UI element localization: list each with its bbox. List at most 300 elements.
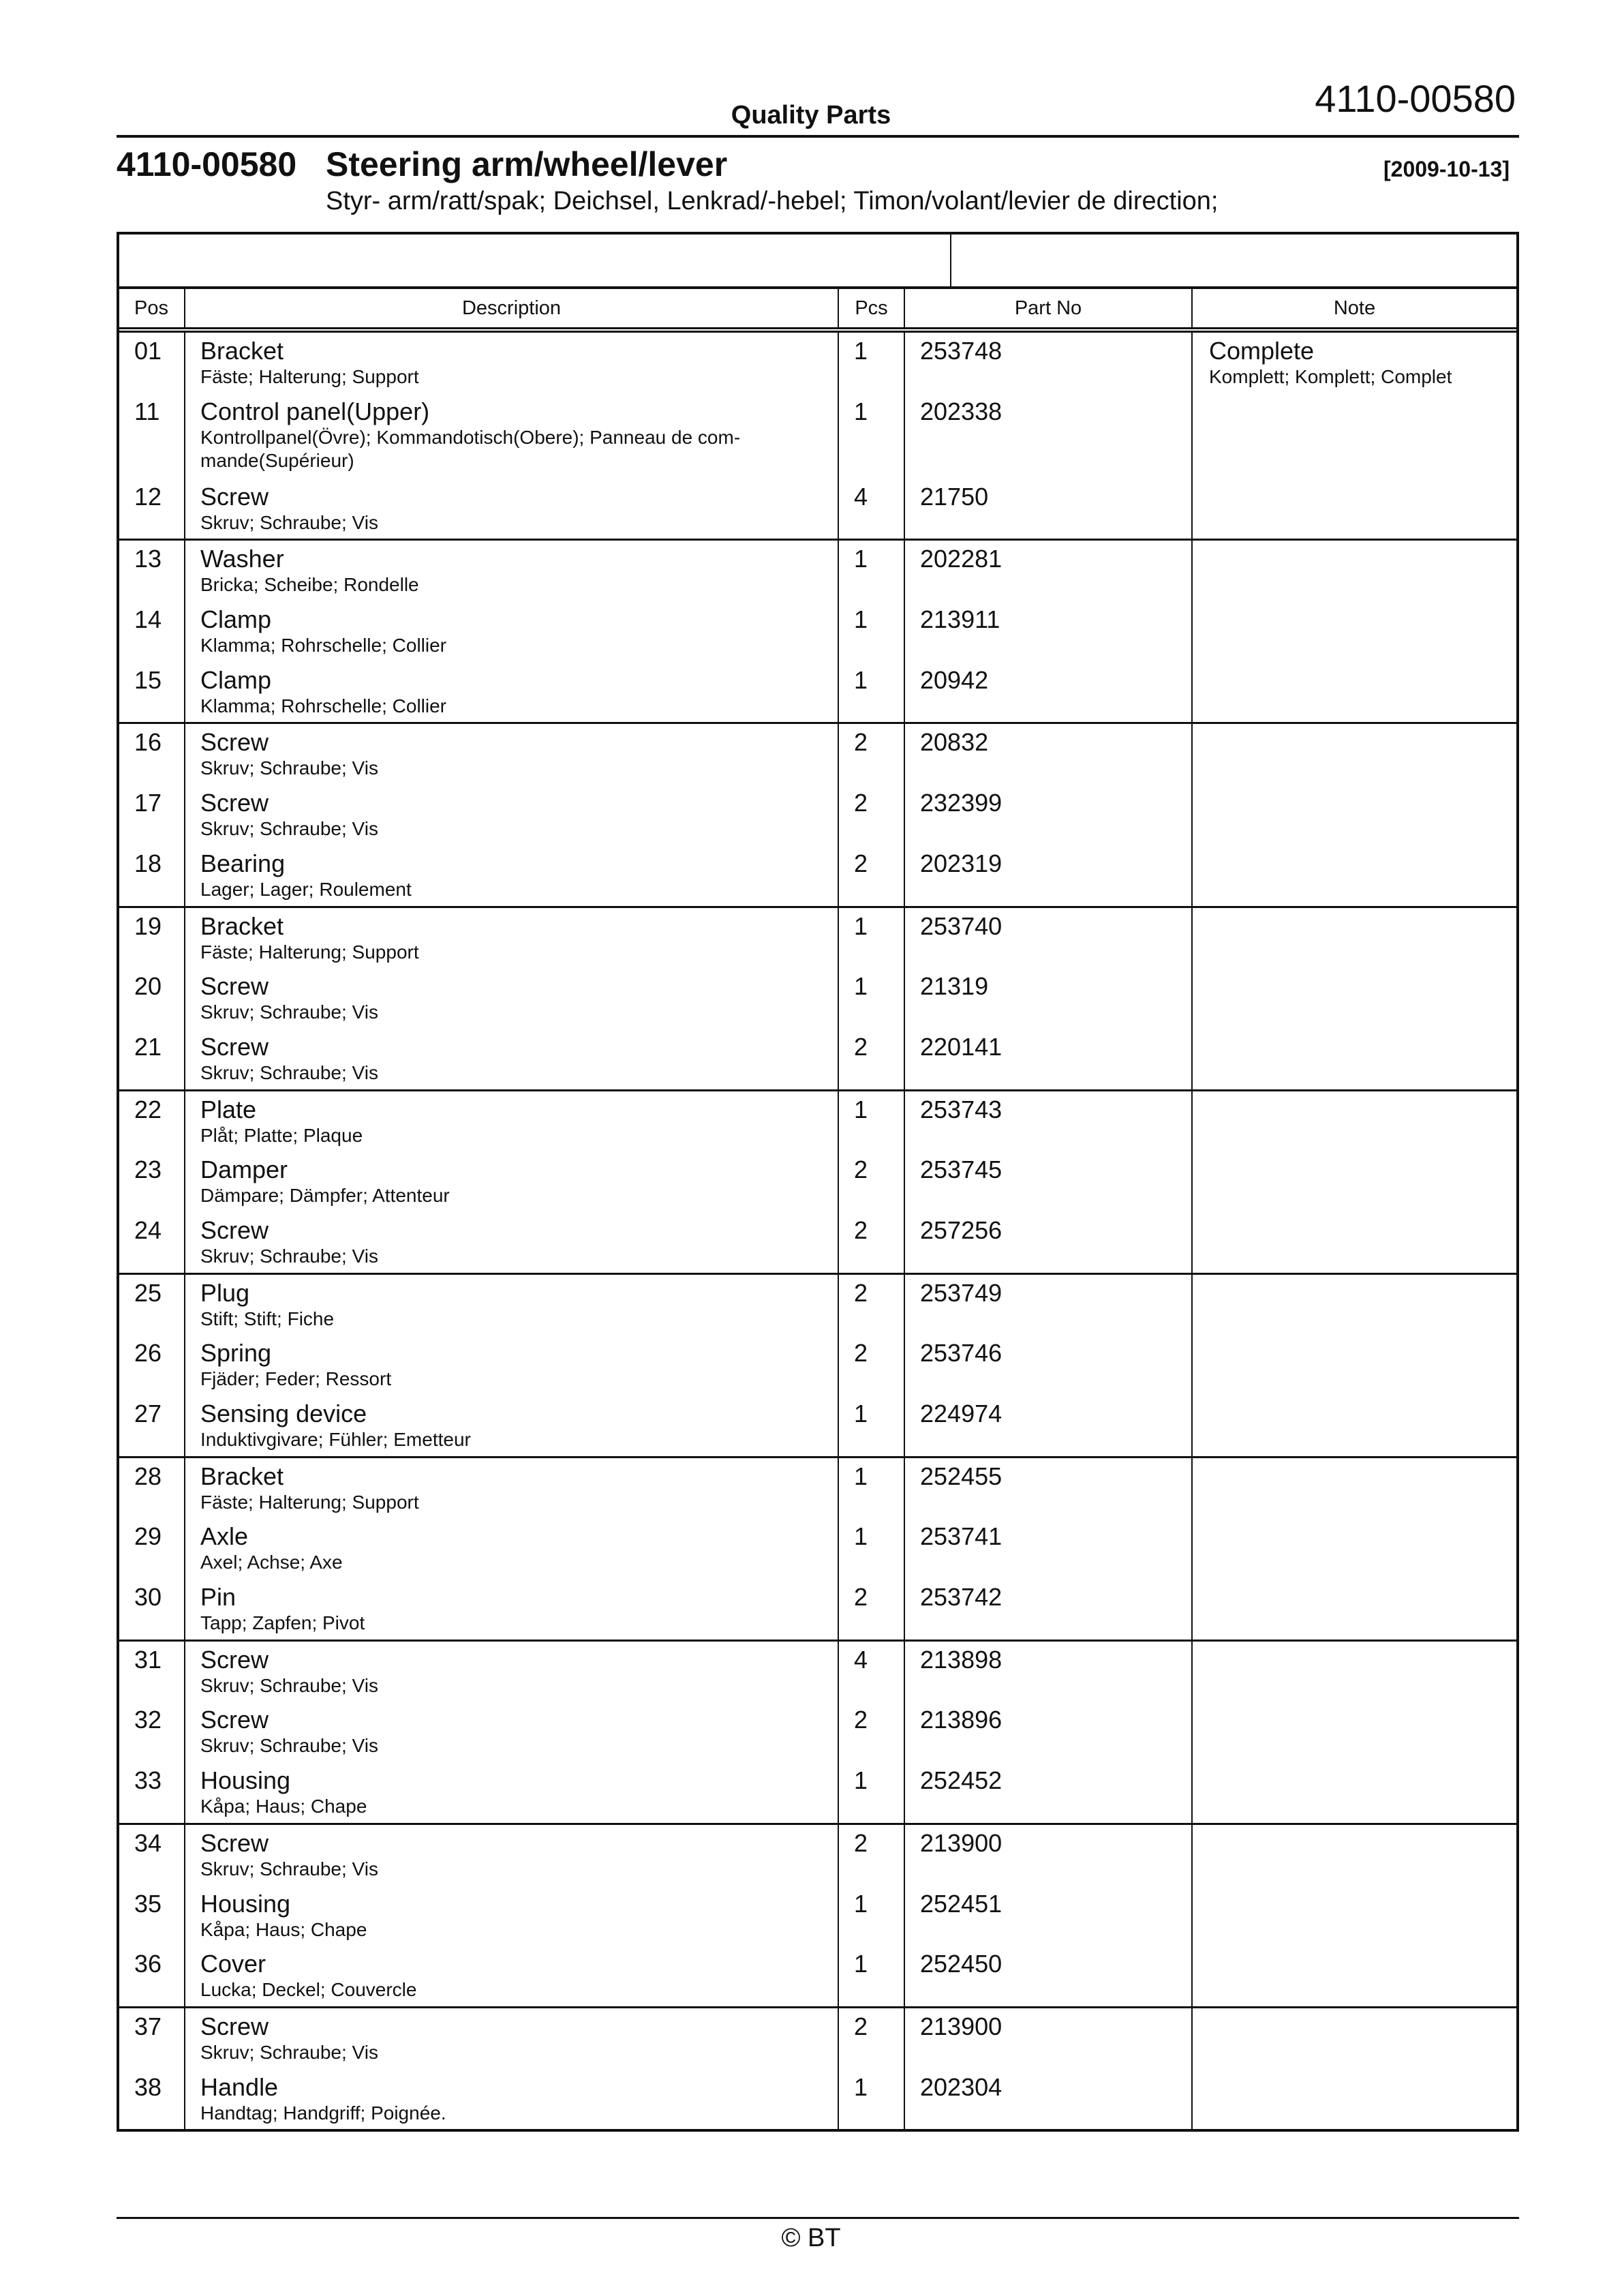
table-row-pos-cell bbox=[119, 1886, 184, 1946]
item-translation: Handtag; Handgriff; Poignée. bbox=[200, 2102, 446, 2124]
item-name: Screw bbox=[200, 1032, 269, 1061]
item-pos: 22 bbox=[134, 1095, 162, 1123]
table-row-part-no-cell bbox=[905, 1518, 1191, 1579]
table-row-desc-cell bbox=[185, 333, 838, 393]
column-pcs bbox=[839, 1825, 905, 2006]
item-name: Clamp bbox=[200, 605, 272, 634]
table-row-group bbox=[119, 724, 1516, 907]
item-part-no: 253742 bbox=[920, 1583, 1003, 1612]
item-pos: 36 bbox=[134, 1950, 162, 1978]
item-pcs: 2 bbox=[854, 1828, 868, 1857]
item-pos: 19 bbox=[134, 911, 162, 940]
page-title: Steering arm/wheel/lever bbox=[326, 145, 728, 183]
table-row-pos-cell bbox=[119, 333, 184, 393]
column-note bbox=[1193, 1458, 1516, 1640]
item-part-no: 253749 bbox=[920, 1278, 1003, 1307]
item-pos: 23 bbox=[134, 1155, 162, 1184]
item-pcs: 1 bbox=[854, 911, 868, 940]
item-part-no: 257256 bbox=[920, 1215, 1003, 1244]
table-row-note-cell bbox=[1193, 1212, 1516, 1273]
table-row-group bbox=[119, 1091, 1516, 1275]
table-row-pos-cell bbox=[119, 1151, 184, 1212]
column-desc bbox=[185, 333, 839, 539]
item-name: Bearing bbox=[200, 849, 286, 877]
table-row-desc-cell bbox=[185, 1762, 838, 1823]
item-pos: 34 bbox=[134, 1828, 162, 1857]
table-row-pos-cell bbox=[119, 1579, 184, 1640]
item-part-no: 213900 bbox=[920, 2012, 1003, 2040]
table-row-pos-cell bbox=[119, 1702, 184, 1762]
item-translation: Lager; Lager; Roulement bbox=[200, 878, 412, 900]
item-pos: 37 bbox=[134, 2012, 162, 2040]
column-part-no bbox=[905, 1458, 1193, 1640]
column-pcs bbox=[839, 2008, 905, 2129]
item-pcs: 1 bbox=[854, 972, 868, 1001]
column-desc bbox=[185, 724, 839, 905]
item-translation: Skruv; Schraube; Vis bbox=[200, 1674, 378, 1696]
item-pos: 30 bbox=[134, 1583, 162, 1612]
item-part-no: 202319 bbox=[920, 849, 1003, 877]
item-translation: Dämpare; Dämpfer; Attenteur bbox=[200, 1185, 450, 1207]
item-pcs: 1 bbox=[854, 1950, 868, 1978]
item-translation-cont: mande(Supérieur) bbox=[200, 449, 354, 471]
item-translation: Fjäder; Feder; Ressort bbox=[200, 1368, 392, 1390]
table-row-note-cell bbox=[1193, 1579, 1516, 1640]
item-part-no: 252452 bbox=[920, 1766, 1003, 1795]
column-pcs bbox=[839, 541, 905, 722]
column-note bbox=[1193, 333, 1516, 539]
item-pos: 32 bbox=[134, 1706, 162, 1734]
table-row-note-cell bbox=[1193, 968, 1516, 1029]
table-row-desc-cell bbox=[185, 541, 838, 601]
item-translation: Tapp; Zapfen; Pivot bbox=[200, 1612, 365, 1634]
table-row-desc-cell bbox=[185, 2008, 838, 2069]
item-part-no: 213898 bbox=[920, 1645, 1003, 1674]
table-row-desc-cell bbox=[185, 1395, 838, 1456]
item-pos: 01 bbox=[134, 337, 162, 365]
item-translation: Stift; Stift; Fiche bbox=[200, 1308, 335, 1329]
item-part-no: 253741 bbox=[920, 1522, 1003, 1551]
column-pos bbox=[119, 724, 185, 905]
column-note bbox=[1193, 541, 1516, 722]
item-name: Washer bbox=[200, 545, 284, 573]
column-part-no bbox=[905, 724, 1193, 905]
table-row-part-no-cell bbox=[905, 1458, 1191, 1519]
table-row-pcs-cell bbox=[839, 1458, 904, 1519]
table-row-desc-cell bbox=[185, 1825, 838, 1886]
item-translation: Lucka; Deckel; Couvercle bbox=[200, 1979, 417, 2001]
item-part-no: 253746 bbox=[920, 1339, 1003, 1368]
table-row-part-no-cell bbox=[905, 333, 1191, 393]
column-note bbox=[1193, 1091, 1516, 1273]
table-row-desc-cell bbox=[185, 1335, 838, 1395]
item-translation: Induktivgivare; Fühler; Emetteur bbox=[200, 1429, 471, 1450]
item-translation: Skruv; Schraube; Vis bbox=[200, 1735, 378, 1757]
item-pcs: 2 bbox=[854, 1155, 868, 1184]
table-row-pos-cell bbox=[119, 1762, 184, 1823]
column-note bbox=[1193, 2008, 1516, 2129]
table-row-part-no-cell bbox=[905, 1275, 1191, 1335]
item-name: Handle bbox=[200, 2072, 279, 2101]
item-translation: Kontrollpanel(Övre); Kommandotisch(Obere); Panneau de com- bbox=[200, 426, 741, 448]
item-translation: Bricka; Scheibe; Rondelle bbox=[200, 574, 419, 596]
table-row-pcs-cell bbox=[839, 541, 904, 601]
item-pcs: 2 bbox=[854, 1339, 868, 1368]
item-name: Housing bbox=[200, 1889, 291, 1918]
item-translation: Skruv; Schraube; Vis bbox=[200, 1061, 378, 1083]
footer-rule bbox=[117, 2217, 1519, 2219]
item-part-no: 252455 bbox=[920, 1462, 1003, 1490]
table-row-note-cell bbox=[1193, 2008, 1516, 2069]
table-row-note-cell bbox=[1193, 1335, 1516, 1395]
item-part-no: 224974 bbox=[920, 1400, 1003, 1428]
table-row-pos-cell bbox=[119, 2069, 184, 2130]
item-pcs: 2 bbox=[854, 2012, 868, 2040]
table-top-blank-row bbox=[119, 235, 1516, 289]
table-row-note-cell bbox=[1193, 541, 1516, 601]
table-row-note-cell bbox=[1193, 333, 1516, 393]
table-row-desc-cell bbox=[185, 1579, 838, 1640]
item-translation: Klamma; Rohrschelle; Collier bbox=[200, 695, 447, 716]
item-pcs: 1 bbox=[854, 605, 868, 634]
item-part-no: 220141 bbox=[920, 1032, 1003, 1061]
item-translation: Kåpa; Haus; Chape bbox=[200, 1918, 367, 1940]
col-header-description: Description bbox=[185, 289, 839, 327]
item-pos: 12 bbox=[134, 482, 162, 511]
item-pcs: 1 bbox=[854, 545, 868, 573]
column-part-no bbox=[905, 1091, 1193, 1273]
table-row-pcs-cell bbox=[839, 2008, 904, 2069]
item-pos: 21 bbox=[134, 1032, 162, 1061]
table-row-part-no-cell bbox=[905, 845, 1191, 906]
table-row-pos-cell bbox=[119, 1946, 184, 2006]
column-pcs bbox=[839, 724, 905, 905]
column-pos bbox=[119, 908, 185, 1089]
item-pcs: 1 bbox=[854, 337, 868, 365]
table-header-row bbox=[119, 289, 1516, 333]
table-row-pcs-cell bbox=[839, 1151, 904, 1212]
column-pcs bbox=[839, 333, 905, 539]
item-pcs: 2 bbox=[854, 728, 868, 757]
table-row-desc-cell bbox=[185, 601, 838, 662]
item-translation: Klamma; Rohrschelle; Collier bbox=[200, 635, 447, 656]
table-row-note-cell bbox=[1193, 1395, 1516, 1456]
item-name: Bracket bbox=[200, 911, 284, 940]
table-row-note-cell bbox=[1193, 2069, 1516, 2130]
table-row-pcs-cell bbox=[839, 1091, 904, 1152]
table-row-group bbox=[119, 333, 1516, 541]
table-row-desc-cell bbox=[185, 393, 838, 479]
item-note-translation: Komplett; Komplett; Complet bbox=[1209, 366, 1452, 387]
table-row-group bbox=[119, 1275, 1516, 1458]
table-row-note-cell bbox=[1193, 1029, 1516, 1089]
column-pcs bbox=[839, 908, 905, 1089]
column-note bbox=[1193, 1825, 1516, 2006]
item-name: Damper bbox=[200, 1155, 288, 1184]
table-row-pos-cell bbox=[119, 1029, 184, 1089]
item-pos: 17 bbox=[134, 789, 162, 817]
table-row-pos-cell bbox=[119, 1825, 184, 1886]
item-name: Screw bbox=[200, 2012, 269, 2040]
column-desc bbox=[185, 1825, 839, 2006]
item-part-no: 253743 bbox=[920, 1095, 1003, 1123]
table-row-part-no-cell bbox=[905, 2069, 1191, 2130]
table-row-pcs-cell bbox=[839, 1275, 904, 1335]
table-row-note-cell bbox=[1193, 479, 1516, 539]
table-row-group bbox=[119, 1458, 1516, 1642]
table-row-note-cell bbox=[1193, 785, 1516, 845]
item-pos: 38 bbox=[134, 2072, 162, 2101]
item-pcs: 1 bbox=[854, 665, 868, 694]
column-part-no bbox=[905, 541, 1193, 722]
table-row-desc-cell bbox=[185, 2069, 838, 2130]
item-translation: Fäste; Halterung; Support bbox=[200, 366, 419, 387]
column-pos bbox=[119, 1825, 185, 2006]
table-row-pcs-cell bbox=[839, 601, 904, 662]
table-row-part-no-cell bbox=[905, 2008, 1191, 2069]
item-translation: Plåt; Platte; Plaque bbox=[200, 1124, 363, 1146]
item-pos: 35 bbox=[134, 1889, 162, 1918]
column-note bbox=[1193, 724, 1516, 905]
column-part-no bbox=[905, 2008, 1193, 2129]
table-row-pcs-cell bbox=[839, 1579, 904, 1640]
table-row-note-cell bbox=[1193, 1458, 1516, 1519]
table-row-pos-cell bbox=[119, 724, 184, 785]
column-pos bbox=[119, 541, 185, 722]
column-pcs bbox=[839, 1275, 905, 1456]
item-part-no: 213900 bbox=[920, 1828, 1003, 1857]
table-row-part-no-cell bbox=[905, 1946, 1191, 2006]
table-row-part-no-cell bbox=[905, 662, 1191, 723]
item-name: Screw bbox=[200, 789, 269, 817]
item-translation: Skruv; Schraube; Vis bbox=[200, 1001, 378, 1023]
table-row-note-cell bbox=[1193, 393, 1516, 479]
table-row-pos-cell bbox=[119, 393, 184, 479]
item-part-no: 21319 bbox=[920, 972, 989, 1001]
item-translation: Skruv; Schraube; Vis bbox=[200, 511, 378, 533]
item-pos: 14 bbox=[134, 605, 162, 634]
item-pcs: 1 bbox=[854, 2072, 868, 2101]
item-pos: 26 bbox=[134, 1339, 162, 1368]
table-row-desc-cell bbox=[185, 662, 838, 723]
table-row-note-cell bbox=[1193, 662, 1516, 723]
table-row-pcs-cell bbox=[839, 393, 904, 479]
table-row-note-cell bbox=[1193, 1762, 1516, 1823]
table-row-group bbox=[119, 1825, 1516, 2008]
table-row-part-no-cell bbox=[905, 1212, 1191, 1273]
item-part-no: 20942 bbox=[920, 665, 989, 694]
column-pos bbox=[119, 333, 185, 539]
table-row-part-no-cell bbox=[905, 479, 1191, 539]
item-pcs: 4 bbox=[854, 1645, 868, 1674]
column-part-no bbox=[905, 1275, 1193, 1456]
column-pos bbox=[119, 1642, 185, 1823]
table-row-part-no-cell bbox=[905, 1029, 1191, 1089]
item-pcs: 1 bbox=[854, 1400, 868, 1428]
item-name: Bracket bbox=[200, 1462, 284, 1490]
table-row-pos-cell bbox=[119, 662, 184, 723]
col-header-pcs: Pcs bbox=[839, 289, 905, 327]
table-row-desc-cell bbox=[185, 1518, 838, 1579]
column-part-no bbox=[905, 908, 1193, 1089]
table-row-desc-cell bbox=[185, 1212, 838, 1273]
table-row-pos-cell bbox=[119, 908, 184, 969]
item-name: Housing bbox=[200, 1766, 291, 1795]
table-row-pos-cell bbox=[119, 1091, 184, 1152]
table-row-desc-cell bbox=[185, 968, 838, 1029]
column-pcs bbox=[839, 1642, 905, 1823]
column-desc bbox=[185, 1458, 839, 1640]
table-row-group bbox=[119, 541, 1516, 724]
column-desc bbox=[185, 908, 839, 1089]
table-row-part-no-cell bbox=[905, 724, 1191, 785]
table-row-pcs-cell bbox=[839, 2069, 904, 2130]
table-row-pcs-cell bbox=[839, 1518, 904, 1579]
item-pcs: 4 bbox=[854, 482, 868, 511]
table-row-group bbox=[119, 2008, 1516, 2129]
top-row-divider bbox=[950, 235, 951, 286]
table-row-part-no-cell bbox=[905, 1642, 1191, 1702]
item-name: Plate bbox=[200, 1095, 257, 1123]
item-translation: Fäste; Halterung; Support bbox=[200, 941, 419, 963]
item-name: Sensing device bbox=[200, 1400, 367, 1428]
item-translation: Kåpa; Haus; Chape bbox=[200, 1796, 367, 1817]
item-part-no: 252451 bbox=[920, 1889, 1003, 1918]
item-part-no: 21750 bbox=[920, 482, 989, 511]
table-row-pos-cell bbox=[119, 1395, 184, 1456]
item-pcs: 2 bbox=[854, 789, 868, 817]
item-part-no: 20832 bbox=[920, 728, 989, 757]
table-row-part-no-cell bbox=[905, 908, 1191, 969]
table-row-pcs-cell bbox=[839, 1212, 904, 1273]
column-pos bbox=[119, 1091, 185, 1273]
table-row-note-cell bbox=[1193, 601, 1516, 662]
item-part-no: 202338 bbox=[920, 397, 1003, 425]
table-row-desc-cell bbox=[185, 1275, 838, 1335]
item-pos: 11 bbox=[134, 397, 160, 425]
table-row-pcs-cell bbox=[839, 1946, 904, 2006]
table-row-note-cell bbox=[1193, 1702, 1516, 1762]
table-row-pcs-cell bbox=[839, 1825, 904, 1886]
column-part-no bbox=[905, 1642, 1193, 1823]
column-part-no bbox=[905, 333, 1193, 539]
table-row-pos-cell bbox=[119, 2008, 184, 2069]
table-row-pcs-cell bbox=[839, 724, 904, 785]
table-row-pos-cell bbox=[119, 785, 184, 845]
table-row-note-cell bbox=[1193, 908, 1516, 969]
header-rule bbox=[117, 135, 1519, 138]
table-row-desc-cell bbox=[185, 1029, 838, 1089]
item-name: Cover bbox=[200, 1950, 266, 1978]
table-row-note-cell bbox=[1193, 1946, 1516, 2006]
parts-table bbox=[117, 232, 1519, 2132]
table-row-note-cell bbox=[1193, 845, 1516, 906]
table-row-part-no-cell bbox=[905, 1335, 1191, 1395]
item-name: Screw bbox=[200, 1645, 269, 1674]
table-row-part-no-cell bbox=[905, 1825, 1191, 1886]
item-part-no: 232399 bbox=[920, 789, 1003, 817]
item-name: Pin bbox=[200, 1583, 236, 1612]
table-row-note-cell bbox=[1193, 1151, 1516, 1212]
table-row-pos-cell bbox=[119, 541, 184, 601]
item-pos: 24 bbox=[134, 1215, 162, 1244]
column-desc bbox=[185, 541, 839, 722]
table-row-desc-cell bbox=[185, 479, 838, 539]
table-row-pcs-cell bbox=[839, 1395, 904, 1456]
column-pos bbox=[119, 1458, 185, 1640]
item-part-no: 213896 bbox=[920, 1706, 1003, 1734]
table-row-pos-cell bbox=[119, 1458, 184, 1519]
table-row-desc-cell bbox=[185, 724, 838, 785]
table-row-part-no-cell bbox=[905, 393, 1191, 479]
column-desc bbox=[185, 1091, 839, 1273]
item-pcs: 2 bbox=[854, 1583, 868, 1612]
table-row-note-cell bbox=[1193, 1642, 1516, 1702]
table-row-part-no-cell bbox=[905, 785, 1191, 845]
table-row-group bbox=[119, 908, 1516, 1091]
column-desc bbox=[185, 2008, 839, 2129]
item-translation: Skruv; Schraube; Vis bbox=[200, 1858, 378, 1879]
item-pcs: 2 bbox=[854, 849, 868, 877]
table-row-pcs-cell bbox=[839, 908, 904, 969]
column-pcs bbox=[839, 1091, 905, 1273]
column-pcs bbox=[839, 1458, 905, 1640]
table-row-pcs-cell bbox=[839, 845, 904, 906]
item-pcs: 1 bbox=[854, 1095, 868, 1123]
table-row-part-no-cell bbox=[905, 1091, 1191, 1152]
table-row-note-cell bbox=[1193, 1275, 1516, 1335]
table-row-part-no-cell bbox=[905, 541, 1191, 601]
table-row-pos-cell bbox=[119, 968, 184, 1029]
table-row-pos-cell bbox=[119, 479, 184, 539]
table-row-note-cell bbox=[1193, 724, 1516, 785]
item-translation: Axel; Achse; Axe bbox=[200, 1552, 343, 1573]
table-row-desc-cell bbox=[185, 1458, 838, 1519]
item-name: Screw bbox=[200, 482, 269, 511]
item-pos: 27 bbox=[134, 1400, 162, 1428]
column-note bbox=[1193, 908, 1516, 1089]
item-translation: Skruv; Schraube; Vis bbox=[200, 757, 378, 779]
item-name: Plug bbox=[200, 1278, 250, 1307]
item-name: Bracket bbox=[200, 337, 284, 365]
table-row-pos-cell bbox=[119, 601, 184, 662]
table-row-desc-cell bbox=[185, 1886, 838, 1946]
table-row-note-cell bbox=[1193, 1518, 1516, 1579]
table-row-note-cell bbox=[1193, 1091, 1516, 1152]
table-row-pcs-cell bbox=[839, 968, 904, 1029]
table-row-pcs-cell bbox=[839, 1886, 904, 1946]
table-row-desc-cell bbox=[185, 1091, 838, 1152]
col-header-pos: Pos bbox=[119, 289, 185, 327]
table-row-part-no-cell bbox=[905, 601, 1191, 662]
item-translation: Fäste; Halterung; Support bbox=[200, 1491, 419, 1513]
table-row-pos-cell bbox=[119, 1212, 184, 1273]
table-row-pcs-cell bbox=[839, 1762, 904, 1823]
item-pcs: 2 bbox=[854, 1706, 868, 1734]
item-name: Clamp bbox=[200, 665, 272, 694]
table-row-desc-cell bbox=[185, 1946, 838, 2006]
table-row-desc-cell bbox=[185, 1702, 838, 1762]
item-pcs: 1 bbox=[854, 397, 868, 425]
item-part-no: 202281 bbox=[920, 545, 1003, 573]
table-row-part-no-cell bbox=[905, 1702, 1191, 1762]
item-part-no: 213911 bbox=[920, 605, 1000, 634]
item-name: Axle bbox=[200, 1522, 249, 1551]
table-row-desc-cell bbox=[185, 908, 838, 969]
table-row-pos-cell bbox=[119, 1518, 184, 1579]
item-translation: Skruv; Schraube; Vis bbox=[200, 1245, 378, 1267]
table-row-pcs-cell bbox=[839, 785, 904, 845]
